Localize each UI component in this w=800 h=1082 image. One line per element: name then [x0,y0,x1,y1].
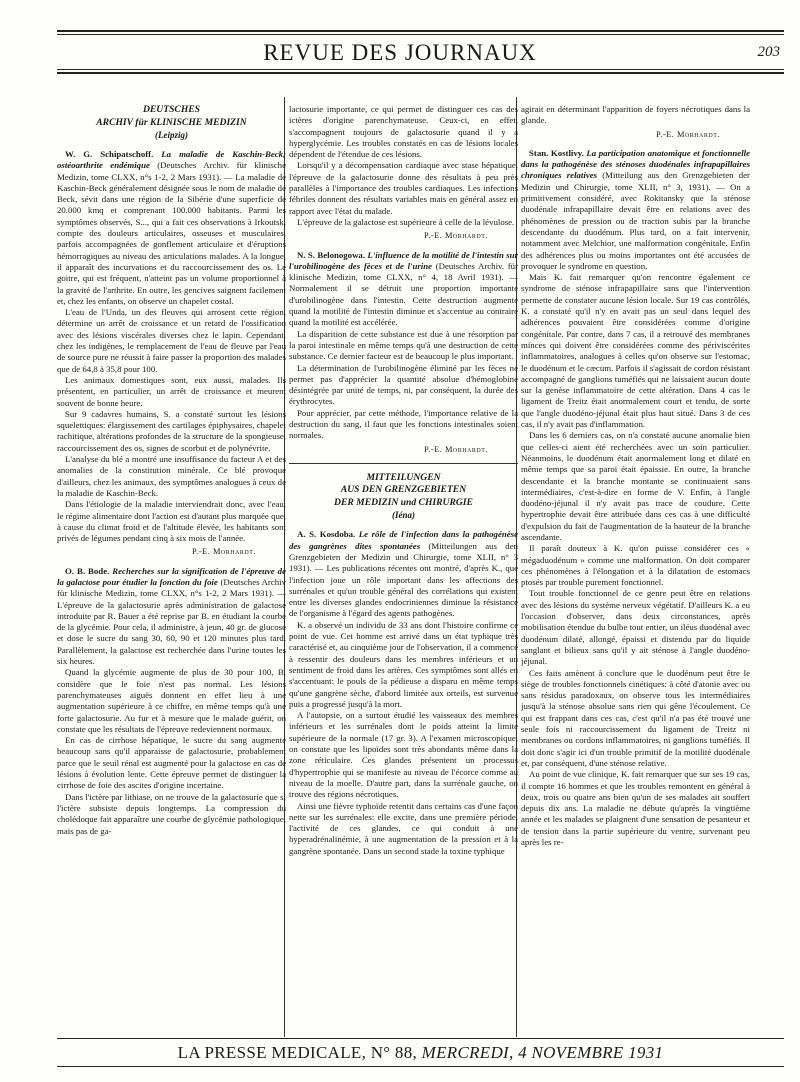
signature-text: P.-E. Morhardt. [424,444,488,454]
article-reference: (Deutsches Archiv für klinische Medizin, tome CLXX, n°s 1-2, 2 Mars 1931). — [57,576,286,599]
column-2 [289,104,518,1038]
article-reference: (Deutsches Archiv. für klinische Medizin, tome CLXX, n° 4, 18 Avril 1931). — [289,260,518,283]
article-author: A. S. Kosdoba. [297,529,356,540]
article-signature [521,129,750,140]
section-title: DEUTSCHES [142,104,201,115]
footer-issue: N° 88, [370,1043,418,1062]
article-paragraph: Dans l'étiologie de la maladie interviendrait donc, avec l'eau, le régime alimentaire dont l'action est d'autant plus marquée que, à cause du climat froid et de l'altitude élevée, les habitants sont privés de légumes pendant cinq à six mois de l'année. [57,499,286,544]
article-paragraph: Sur 9 cadavres humains, S. a constaté surtout les lésions squelettiques: élargissement des cartilages épiphysaires, chapelet rachitique, altérations profondes de la structure de la spongieuse, raccourcissement des os, signes de scorbut et de polynévrite. [57,408,286,453]
header-rule-bottom [57,69,784,70]
article-paragraph: En cas de cirrhose hépatique, le sucre du sang augmente beaucoup sans qu'il apparaisse de galactosurie, probablement parce que le seuil rénal est augmenté pour la galactose en cas de lésions à évolution lente. Cette épreuve permet de distinguer la cirrhose de foie des ascites d'origine incertaine. [57,735,286,791]
article-paragraph: Pour apprécier, par cette méthode, l'importance relative de la destruction du sang, il faut que les fonctions intestinales soient normales. [289,407,518,441]
signature-text: P.-E. Morhardt. [656,129,720,139]
article-author: O. B. Bode. [65,565,110,576]
journal-section-title: REVUE DES JOURNAUX [263,40,537,65]
page-footer [57,1043,784,1063]
article-paragraph: L'eau de l'Unda, un des fleuves qui arrosent cette région, détermine un arrêt de croissance et un retard de l'ossification avec des lésions viscérales diverses chez le lapin. Cependant, chez les indigènes, le remplacement de l'eau de fleuve par l'eau de source pure ne réussit à faire passer la proportion des malades que de 64,8 à 35,8 pour 100. [57,307,286,374]
article-paragraph: Ces faits amènent à conclure que le duodénum peut être le siège de troubles fonctionnels cinétiques: à côté d'atonie avec ou sans résidus paradoxaux, on observe tous les intermédiaires jusqu'à la sténose absolue sans rien qui gêne l'écoulement. Ce qui est frappant dans ces cas, c'est qu'il n'a pas été trouvé une seule fois ni raccourcissement du ligament de Treitz ni membranes ou cordons inflammatoires, ni ganglions tuméfiés. Il doit donc s'agir ici d'un trouble primitif de la motilité duodénale et, par conséquent, d'une sténose relative. [521,667,750,768]
article-paragraph: L'épreuve de la galactose est supérieure à celle de la lévulose. [297,216,515,227]
footer-rule-bottom [57,1066,784,1067]
article-paragraph: Normalement il se détruit une proportion importante d'urobilinogène dans l'intestin. Cette destruction augmente quand la motilité de l'intestin diminue et s'accentue au contraire quand la motilité est accélérée. [289,283,518,328]
footer-rule [57,1038,784,1039]
footer-date: MERCREDI, 4 NOVEMBRE 1931 [421,1043,664,1062]
article-paragraph: La disparition de cette substance est due à une résorption par la paroi intestinale en même temps qu'à une destruction de cette substance. Ce dernier facteur est de beaucoup le plus important. [289,328,518,362]
article-signature [289,230,518,241]
article-paragraph: Mais K. fait remarquer qu'on rencontre également ce syndrome de sténose infrapapillaire sans que l'intervention permette de constater aucune lésion locale. Sur 19 cas contrôlés, K. a constaté qu'il n'y en avait pas un seul dans lequel des adhérences pouvaient être considérées comme d'origine congénitale. Par contre, dans 7 cas, il a retrouvé des membranes minces qui doivent être considérées comme des périviscérites inflammatoires, analogues à celles qu'on observe sur l'estomac, le duodénum et le cæcum. Parfois il s'agissait de cordon résistant accompagné de ganglions tuméfiés qui ne laissaient aucun doute sur la genèse inflammatoire de cette altération. Dans 4 cas le ligament de Treitz était anormalement court et tendu, de sorte que l'angle duodéno-jéjunal était plus haut situé. Dans 3 de ces cas, il n'y avait pas d'inflammation. [521,272,750,430]
article-paragraph: On a primitivement considéré, avec Rokitansky que la sténose duodénale infrapapillaire devait être en relations avec des phénomènes de pression ou de traction subis par la branche descendante du duodénum. Plus tard, on a fait intervenir, notamment avec Melchior, une malformation congénitale. Enfin des adhérences plus ou moins importantes ont été accusées de provoquer le syndrome en question. [521,181,750,271]
article-paragraph: Il paraît douteux à K. qu'on puisse considérer ces « mégaduodénum » comme une malformation. On doit comparer ces phénomènes à l'élongation et à la dilatation de estomacs ptosés par trouble purement fonctionnel. [521,543,750,588]
section-divider [289,463,518,464]
article-paragraph: L'épreuve de la galactosurie après administration de galactose introduite par R. Bauer a été reprise par B. en étudiant la courbe de la glycémie. Pour cela, il administre, à jeun, 40 gr. de glucose et dose le sucre du sang 30, 60, 90 et 120 minutes plus tard. Parallèlement, la galactose est recherchée dans l'urine toutes les six heures. [57,599,286,667]
footer-journal: LA PRESSE MEDICALE, [177,1043,367,1062]
column-3 [521,104,750,1038]
article-heading [57,149,286,307]
header-rule-top [57,30,784,32]
signature-text: P.-E. Morhardt. [192,547,256,557]
section-title-line2: ARCHIV für KLINISCHE MEDIZIN [96,116,247,128]
article-paragraph: L'analyse du blé a montré une insuffisance du facteur A et des anomalies de la constitution minérale. Ce blé provoque d'ailleurs, chez les animaux, des symptômes analogues à ceux de la maladie de Kaschin-Beck. [57,454,286,498]
article-author: Stan. Kostlivy. [529,147,584,158]
article-reference: (Mitteilung aus den Grenzgebieten der Medizin und Chirurgie, tome XLII, n° 3, 1931). — [521,170,750,192]
article-paragraph: Lorsqu'il y a décompensation cardiaque avec stase hépatique, l'épreuve de la galactosurie donne des résultats à peu près parallèles à l'importance des troubles cardiaques. Les infections fébriles donnent des résultats variables mais en général assez en rapport avec l'état du malade. [289,160,518,216]
article-paragraph: La maladie de Kaschin-Beck généralement désignée sous le nom de maladie de Beck, sévit dans une région de la Sibérie d'une superficie de 20.000 kmq et comprenant 100.000 habitants. Parmi les symptômes observés, S..., qui a fait ces observations à Irkoutsk, compte des douleurs articulaires, osseuses et musculaires, parfois accompagnées de gonflement articulaire et d'éruptions hémorragiques au niveau des articulations malades. A la longue, il apparaît des incurvations et du raccourcissement des os. Le goitre, qui est fréquent, n'atteint pas un volume proportionnel à la gravité de l'arthrite. En outre, les gencives saignent facilement et, chez les enfants, on observe un chapelet costal. [57,171,286,306]
article-title: Recherches sur la signification de l'épreuve de la galactose pour étudier la fonction du foie [57,565,286,587]
section-subtitle: (Leipzig) [155,130,188,140]
article-signature [289,444,518,455]
article-author: N. S. Belonogowa. [297,249,366,260]
page-number: 203 [757,44,780,60]
section-subtitle: (Iéna) [392,510,415,521]
article-title: La maladie de Kaschin-Beck; ostéoarthrite endémique [57,149,286,171]
header-rule-bottom-thick [57,72,784,74]
section-title-line2: AUS DEN GRENZGEBIETEN [340,484,467,496]
article-reference: (Deutsches Archiv. für klinische Medizin, tome CLXX, n°s 1-2, 2 Mars 1931). — [57,160,286,182]
article-paragraph: Quand la glycémie augmente de plus de 30 pour 100, B. considère que le foie n'est pas normal. Les lésions parenchymateuses aiguës donnent en effet lieu à une augmentation supérieure à ce chiffre, en même temps qu'à une forte galactosurie. Au fur et à mesure que le malade guérit, on constate que les résultats de l'épreuve redeviennent normaux. [57,667,286,734]
article-paragraph: agirait en déterminant l'apparition de foyers nécrotiques dans la glande. [521,104,750,126]
article-heading [289,250,518,329]
article-paragraph: La détermination de l'urobilinogène éliminé par les fèces ne permet pas d'apprécier la quantité absolue d'hémoglobine désintégrée par unité de temps, ni, par conséquent, la durée des érythrocytes. [289,362,518,407]
article-paragraph: K. a observé un individu de 33 ans dont l'histoire confirme ce point de vue. Cet homme est arrivé dans un état typhique très caractérisé et, au cinquième jour de l'observation, il a commencé à ressentir des douleurs dans les membres inférieurs et un sentiment de froid dans les artères. Ces symptômes sont allés en s'accentuant: le pouls de la pédieuse a disparu en même temps qu'une gangrène sèche, d'abord limitée aux orteils, est survenue puis a progressé jusqu'à la mort. [289,619,518,709]
column-1 [57,104,286,1038]
article-signature [57,546,286,557]
article-title: L'influence de la motilité de l'intestin sur l'urobilinogène des fèces et de l'urine [289,249,518,271]
section-title: MITTEILUNGEN [366,471,441,483]
article-paragraph: Ainsi une fièvre typhoïde retentit dans certains cas d'une façon nette sur les surrénales: elle excite, dans une première période, l'activité de ces glandes, ce qui conduit à une hyperadrénalinémie, à une augmentation de la pression et à la gangrène spontanée. Dans un second stade la toxine typhique [289,800,518,856]
article-paragraph: lactosurie importante, ce qui permet de distinguer ces cas des ictères d'origine parenchymateuse. Ceux-ci, en effet, s'accompagnent toujours de galactosurie quand il y a hyperglycémie. Les troubles constatés en cas de lésions locales dépendent de l'étendue de ces lésions. [289,104,518,160]
article-title: Le rôle de l'infection dans la pathogénèse des gangrènes dites spontanées [289,529,518,551]
article-heading [57,566,286,668]
signature-text: P.-E. Morhardt. [424,231,488,241]
article-reference: (Mitteilungen aus den Grenzgebieten der Medizin und Chirurgie, tome XLII, n° 3 1931). — [289,540,518,574]
article-paragraph: Dans les 6 derniers cas, on n'a constaté aucune anomalie bien que celles-ci aient été recherchées avec un soin particulier. Néanmoins, le duodénum était anormalement long et dilaté en même temps que sa paroi était épaissie. En outre, la branche descendante et la branche montante se continuaient sans intermédiaires, c'est-à-dire en forme de V. Enfin, à l'angle duodéno-jéjunal il n'y avait pas trace de coudure. Cette hypertrophie devait être attribuée dans ces cas à une difficulté d'expulsion du fait de l'augmentation de la hauteur de la branche ascendante. [521,430,750,542]
article-paragraph: Tout trouble fonctionnel de ce genre peut être en relations avec des lésions du système nerveux végétatif. D'ailleurs K. a eu l'occasion d'observer, dans deux circonstances, après mobilisation étendue du bulbe tout entier, un iléus duodénal avec duodénum dilaté, allongé, épaissi et distendu par du liquide sanglant et bilieux sans qu'il y ait sténose à l'angle duodéno-jéjunal. [521,588,750,667]
article-author: W. G. Schipatschoff. [65,149,154,159]
article-paragraph: Au point de vue clinique, K. fait remarquer que sur ses 19 cas, il compte 16 hommes et que les troubles remontent en général à deux, trois ou quatre ans bien qu'un de ses malades ait souffert depuis dix ans. La maladie ne débute qu'après la vingtième année et les malades se plaignent d'une sensation de pesanteur et de tension dans la partie supérieure du ventre, survenant peu après les re- [521,769,750,847]
article-heading [289,529,518,619]
article-paragraph: Les animaux domestiques sont, eux aussi, malades. Ils présentent, en particulier, un arrêt de croissance et meurent souvent de bonne heure. [57,374,286,408]
article-paragraph: A l'autopsie, on a surtout étudié les vaisseaux des membres inférieurs et les surrénales dont le poids atteint la limite supérieure de la normale (17 gr. 3). A l'examen microscopique, on constate que les lipoïdes sont très abondants même dans la zone réticulaire. Ces glandes présentent un processus d'hypertrophie qui se manifeste au niveau de l'écorce comme au niveau de la moelle. D'autre part, dans la surrénale gauche, on trouve des régions nécrotiques. [289,710,518,800]
article-paragraph: Les publications récentes ont montré, d'après K., que l'infection joue un rôle important dans les affections des surrénales et qu'un trouble général des corrélations qui existent entre les diverses glandes endocriniennes diminue la résistance de l'organisme à l'égard des agents pathogènes. [289,563,518,619]
article-heading [521,148,750,272]
section-title-line3: DER MEDIZIN und CHIRURGIE [334,496,473,508]
article-paragraph: Dans l'ictère par lithiase, on ne trouve de la galactosurie que si l'ictère subsiste depuis longtemps. La compression du cholédoque fait apparaître une courbe de glycémie pathologique, mais pas de ga- [57,791,286,836]
header-rule-top-thin [57,34,784,35]
article-title: La participation anatomique et fonctionnelle dans la pathogénèse des sténoses duodénales infrapapillaires chroniques relatives [521,147,750,181]
